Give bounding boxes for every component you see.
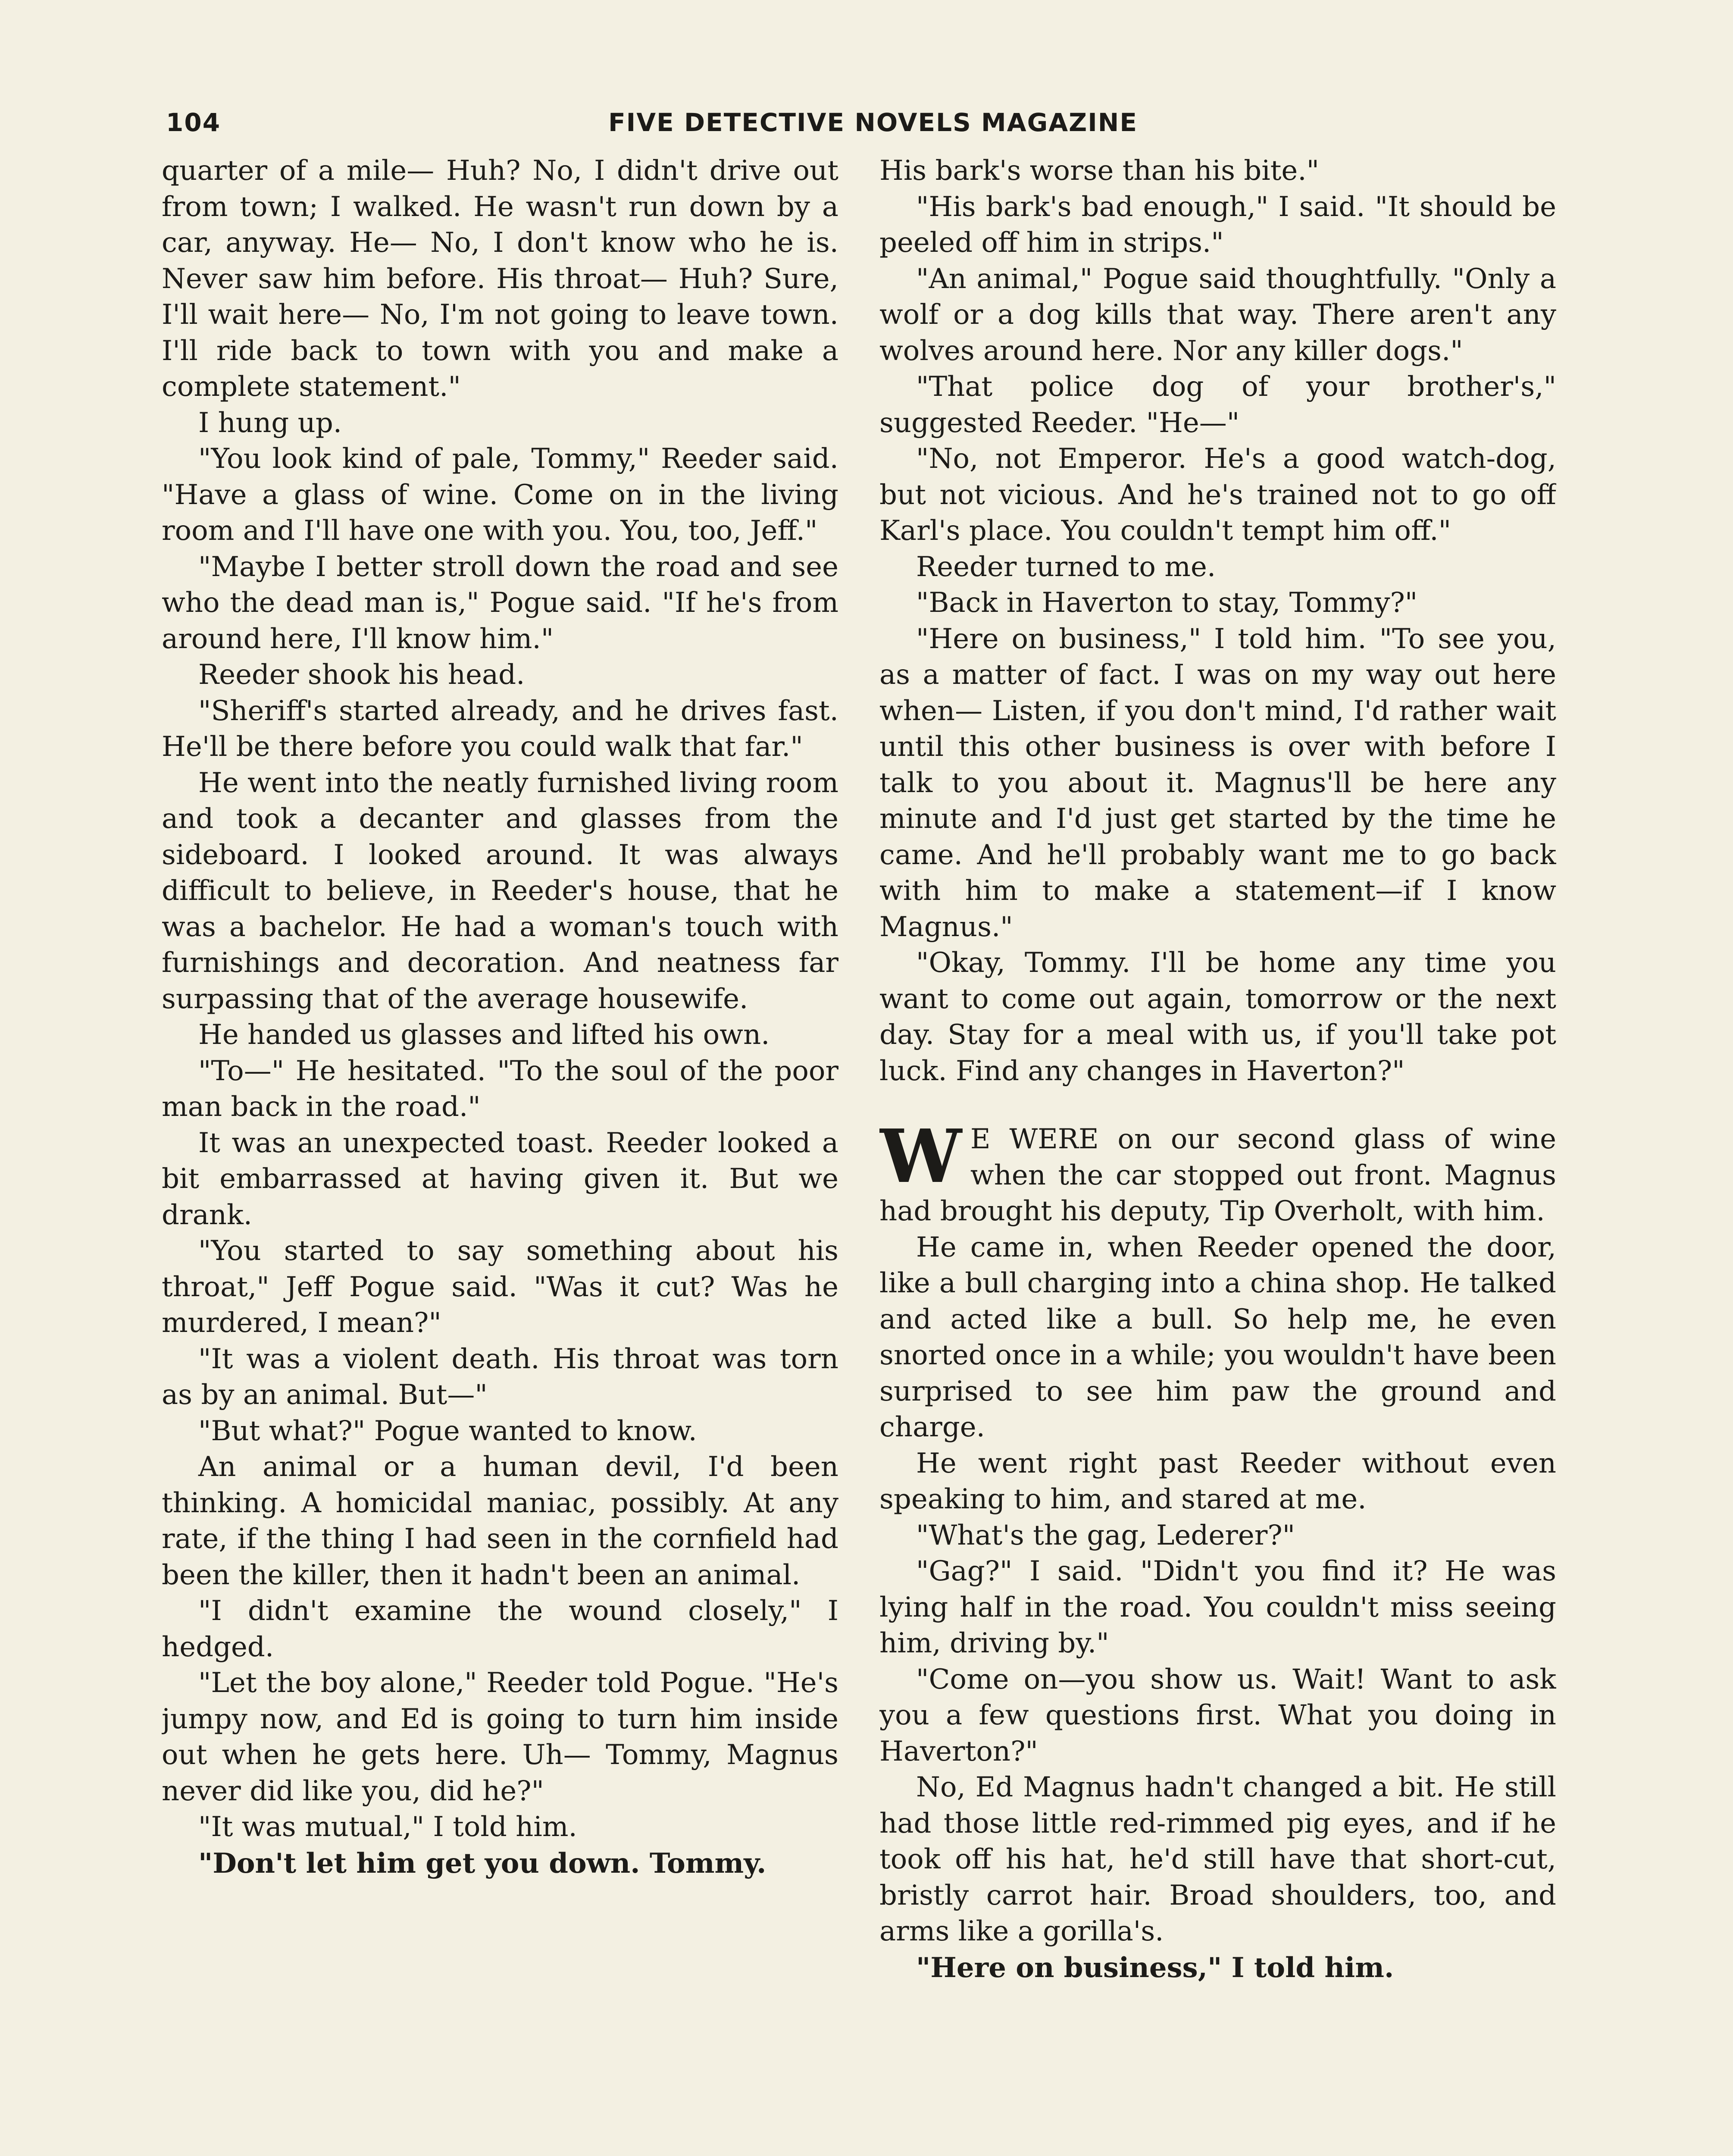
paragraph: He handed us glasses and lifted his own.: [198, 1019, 770, 1051]
magazine-title: FIVE DETECTIVE NOVELS MAGAZINE: [608, 108, 1138, 137]
paragraph: "You look kind of pale, Tommy," Reeder said. "Have a glass of wine. Come on in the living room and I'll have one with you. You, too, Jeff.": [162, 443, 838, 547]
paragraph: His bark's worse than his bite.": [879, 155, 1320, 187]
paragraph: "You started to say something about his throat," Jeff Pogue said. "Was it cut? Was he murdered, I mean?": [162, 1235, 838, 1339]
paragraph: "Back in Haverton to stay, Tommy?": [916, 587, 1418, 619]
paragraph: "It was a violent death. His throat was torn as by an animal. But—": [162, 1343, 838, 1411]
pullquote: "Don't let him get you down. Tommy.: [198, 1847, 766, 1880]
paragraph: "What's the gag, Lederer?": [916, 1519, 1295, 1551]
paragraph: quarter of a mile— Huh? No, I didn't drive out from town; I walked. He wasn't run down by a car, anyway. He— No, I don't know who he is. Never saw him before. His throat— Huh? Sure, I'll wait here— No, I'm not going to leave town. I'll ride back to town with you and make a complete statement.": [162, 155, 838, 403]
paragraph: "But what?" Pogue wanted to know.: [198, 1415, 697, 1447]
paragraph: It was an unexpected toast. Reeder looked a bit embarrassed at having given it. But we drank.: [162, 1127, 838, 1231]
paragraph: "Let the boy alone," Reeder told Pogue. "He's jumpy now, and Ed is going to turn him inside out when he gets here. Uh— Tommy, Magnus never did like you, did he?": [162, 1667, 838, 1807]
paragraph: He went right past Reeder without even speaking to him, and stared at me.: [879, 1447, 1556, 1515]
paragraph: "Come on—you show us. Wait! Want to ask you a few questions first. What you doing in Haverton?": [879, 1663, 1556, 1767]
left-column: [162, 153, 838, 2156]
paragraph: "Gag?" I said. "Didn't you find it? He was lying half in the road. You couldn't miss seeing him, driving by.": [879, 1555, 1556, 1659]
paragraph: "No, not Emperor. He's a good watch-dog, but not vicious. And he's trained not to go off Karl's place. You couldn't tempt him off.": [879, 443, 1556, 547]
pullquote: "Here on business," I told him.: [916, 1951, 1394, 1984]
paragraph: No, Ed Magnus hadn't changed a bit. He still had those little red-rimmed pig eyes, and if he took off his hat, he'd still have that short-cut, bristly carrot hair. Broad shoulders, too, and arms like a gorilla's.: [879, 1771, 1556, 1947]
paragraph: I hung up.: [198, 407, 342, 439]
dropcap: W: [879, 1113, 962, 1200]
paragraph: "Here on business," I told him. "To see you, as a matter of fact. I was on my way out here when— Listen, if you don't mind, I'd rather wait until this other business is over with before I talk to you about it. Magnus'll be here any minute and I'd just get started by the time he came. And he'll probably want me to go back with him to make a statement—if I know Magnus.": [879, 623, 1556, 943]
section-opening-paragraph: [879, 1113, 1556, 1230]
paragraph: He came in, when Reeder opened the door, like a bull charging into a china shop. He talked and acted like a bull. So help me, he even snorted once in a while; you wouldn't have been surprised to see him paw the ground and charge.: [879, 1231, 1556, 1443]
paragraph: "Okay, Tommy. I'll be home any time you want to come out again, tomorrow or the next day. Stay for a meal with us, if you'll take pot luck. Find any changes in Haverton?": [879, 947, 1556, 1087]
paragraph: "An animal," Pogue said thoughtfully. "Only a wolf or a dog kills that way. There aren't any wolves around here. Nor any killer dogs.": [879, 263, 1556, 367]
right-column: [879, 153, 1556, 2156]
paragraph: Reeder turned to me.: [916, 551, 1216, 583]
page-number: 104: [166, 108, 221, 137]
section-opening-text: E WERE on our second glass of wine when the car stopped out front. Magnus had brought his deputy, Tip Overholt, with him.: [879, 1123, 1556, 1227]
paragraph: "To—" He hesitated. "To the soul of the poor man back in the road.": [162, 1055, 838, 1123]
paragraph: "Sheriff's started already, and he drives fast. He'll be there before you could walk that far.": [162, 695, 838, 763]
paragraph: "His bark's bad enough," I said. "It should be peeled off him in strips.": [879, 191, 1556, 259]
paragraph: Reeder shook his head.: [198, 659, 525, 691]
paragraph: "Maybe I better stroll down the road and see who the dead man is," Pogue said. "If he's from around here, I'll know him.": [162, 551, 838, 655]
paragraph: An animal or a human devil, I'd been thinking. A homicidal maniac, possibly. At any rate, if the thing I had seen in the cornfield had been the killer, then it hadn't been an animal.: [162, 1451, 838, 1591]
page-header: [166, 108, 1563, 147]
paragraph: He went into the neatly furnished living room and took a decanter and glasses from the sideboard. I looked around. It was always difficult to believe, in Reeder's house, that he was a bachelor. He had a woman's touch with furnishings and decoration. And neatness far surpassing that of the average housewife.: [162, 767, 838, 1015]
paragraph: "It was mutual," I told him.: [198, 1811, 577, 1843]
paragraph: "That police dog of your brother's," suggested Reeder. "He—": [879, 371, 1556, 439]
paragraph: "I didn't examine the wound closely," I hedged.: [162, 1595, 838, 1663]
